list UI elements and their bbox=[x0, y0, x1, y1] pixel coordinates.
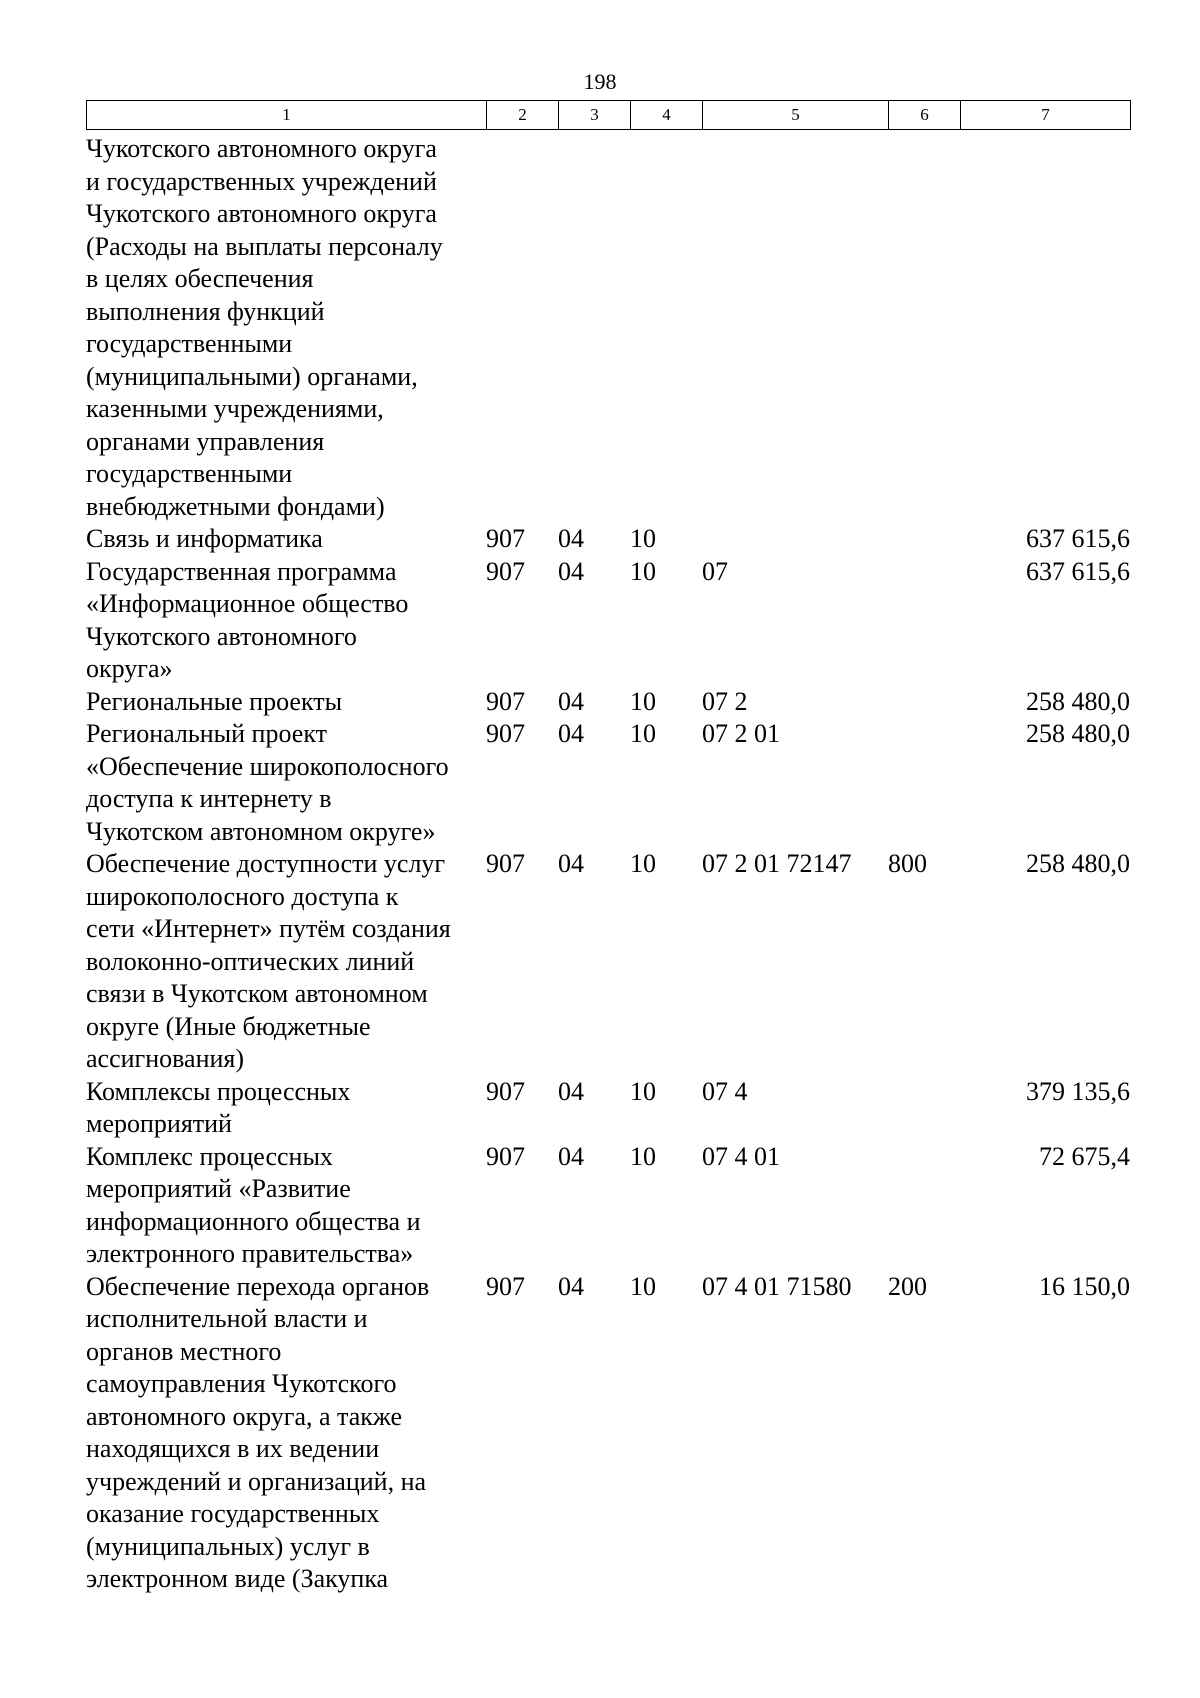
row-col-5 bbox=[702, 523, 888, 556]
row-col-4: 10 bbox=[630, 1141, 656, 1171]
row-col-7: 258 480,0 bbox=[1026, 686, 1130, 716]
row-col-3: 04 bbox=[558, 849, 584, 878]
row-name: Региональный проект «Обеспечение широкополосного доступа к интернету в Чукотском автономном округе» bbox=[86, 719, 449, 846]
row-col-6 bbox=[888, 556, 960, 686]
row-col-2: 907 bbox=[486, 1271, 525, 1301]
row-col-7: 258 480,0 bbox=[1026, 849, 1130, 878]
row-col-3: 04 bbox=[558, 556, 584, 586]
row-name: Чукотского автономного округа и государственных учреждений Чукотского автономного округа (Расходы на выплаты персоналу в целях обеспечения выполнения функций государственными (муниципальными) органами, казенными учреждениями, органами управления государственными внебюджетными фондами) bbox=[86, 134, 443, 521]
table-row bbox=[86, 1141, 1130, 1271]
row-col-5: 07 4 bbox=[702, 1076, 748, 1106]
row-name: Государственная программа «Информационное общество Чукотского автономного округа» bbox=[86, 556, 409, 683]
row-col-5 bbox=[702, 133, 888, 523]
row-name: Региональные проекты bbox=[86, 686, 343, 716]
row-name: Обеспечение доступности услуг широкополосного доступа к сети «Интернет» путём создания волоконно-оптических линий связи в Чукотском автономном округе (Иные бюджетные ассигнования) bbox=[86, 849, 451, 1073]
row-name: Обеспечение перехода органов исполнительной власти и органов местного самоуправления Чукотского автономного округа, а также находящихся в их ведении учреждений и организаций, на оказание государственных (муниципальных) услуг в электронном виде (Закупка bbox=[86, 1271, 430, 1593]
row-col-6: 200 bbox=[888, 1271, 927, 1301]
row-col-4: 10 bbox=[630, 1271, 656, 1301]
row-col-6 bbox=[888, 686, 960, 719]
row-col-6 bbox=[888, 1141, 960, 1271]
row-col-6 bbox=[888, 133, 960, 523]
row-col-3: 04 bbox=[558, 719, 584, 748]
table-row bbox=[86, 556, 1130, 686]
row-col-6 bbox=[888, 523, 960, 556]
column-header-6: 6 bbox=[889, 101, 961, 130]
row-col-4: 10 bbox=[630, 524, 656, 553]
row-col-3 bbox=[558, 133, 630, 523]
row-col-7 bbox=[960, 133, 1130, 523]
row-name: Комплексы процессных мероприятий bbox=[86, 1076, 351, 1138]
row-col-7: 637 615,6 bbox=[1026, 556, 1130, 586]
row-col-5: 07 2 01 72147 bbox=[702, 849, 852, 878]
row-col-2 bbox=[486, 133, 558, 523]
row-col-3: 04 bbox=[558, 686, 584, 716]
row-col-6: 800 bbox=[888, 849, 927, 878]
table-row bbox=[86, 718, 1130, 848]
row-col-7: 16 150,0 bbox=[1039, 1271, 1130, 1301]
table-row bbox=[86, 133, 1130, 523]
row-col-3: 04 bbox=[558, 524, 584, 553]
column-header-row bbox=[87, 101, 1131, 130]
column-header-3: 3 bbox=[559, 101, 631, 130]
column-header-4: 4 bbox=[631, 101, 703, 130]
page-number: 198 bbox=[583, 69, 617, 94]
row-col-4: 10 bbox=[630, 556, 656, 586]
table-row bbox=[86, 1271, 1130, 1596]
column-header-1: 1 bbox=[87, 101, 487, 130]
row-name: Связь и информатика bbox=[86, 524, 323, 553]
row-col-2: 907 bbox=[486, 686, 525, 716]
row-col-7: 379 135,6 bbox=[1026, 1076, 1130, 1106]
row-col-2: 907 bbox=[486, 1141, 525, 1171]
column-header-table bbox=[86, 100, 1131, 130]
row-col-6 bbox=[888, 1076, 960, 1141]
budget-table-body bbox=[86, 133, 1130, 1596]
row-col-7: 637 615,6 bbox=[1026, 524, 1130, 553]
row-col-4: 10 bbox=[630, 686, 656, 716]
column-header-2: 2 bbox=[487, 101, 559, 130]
row-col-5: 07 4 01 71580 bbox=[702, 1271, 852, 1301]
row-col-7: 258 480,0 bbox=[1026, 719, 1130, 748]
row-name: Комплекс процессных мероприятий «Развитие информационного общества и электронного правительства» bbox=[86, 1141, 421, 1268]
table-row bbox=[86, 523, 1130, 556]
row-col-2: 907 bbox=[486, 849, 525, 878]
row-col-4 bbox=[630, 133, 702, 523]
row-col-7: 72 675,4 bbox=[1039, 1141, 1130, 1171]
row-col-2: 907 bbox=[486, 719, 525, 748]
column-header-7: 7 bbox=[961, 101, 1131, 130]
row-col-5: 07 2 bbox=[702, 686, 748, 716]
table-row bbox=[86, 686, 1130, 719]
row-col-4: 10 bbox=[630, 1076, 656, 1106]
row-col-4: 10 bbox=[630, 849, 656, 878]
row-col-3: 04 bbox=[558, 1141, 584, 1171]
row-col-4: 10 bbox=[630, 719, 656, 748]
row-col-3: 04 bbox=[558, 1271, 584, 1301]
row-col-2: 907 bbox=[486, 524, 525, 553]
row-col-5: 07 bbox=[702, 556, 728, 586]
row-col-2: 907 bbox=[486, 556, 525, 586]
table-row bbox=[86, 848, 1130, 1076]
row-col-2: 907 bbox=[486, 1076, 525, 1106]
row-col-5: 07 2 01 bbox=[702, 719, 780, 748]
row-col-3: 04 bbox=[558, 1076, 584, 1106]
row-col-6 bbox=[888, 718, 960, 848]
row-col-5: 07 4 01 bbox=[702, 1141, 780, 1171]
table-row bbox=[86, 1076, 1130, 1141]
column-header-5: 5 bbox=[703, 101, 889, 130]
